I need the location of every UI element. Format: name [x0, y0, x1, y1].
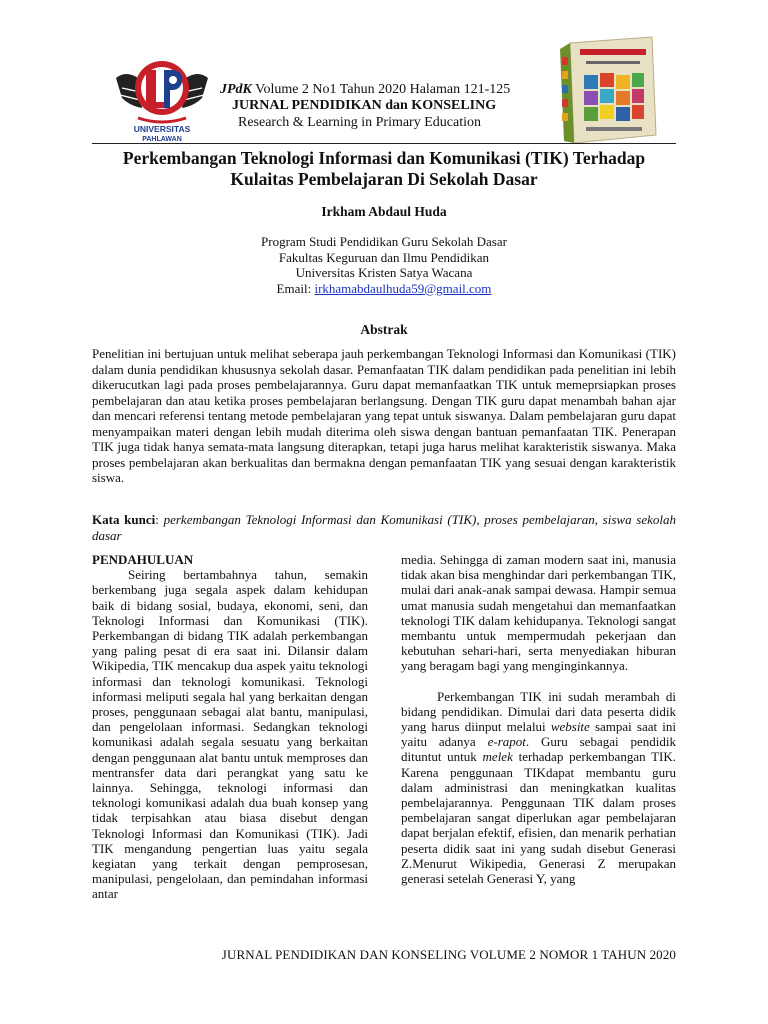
header-divider — [92, 143, 676, 144]
body-column-left — [92, 552, 368, 902]
page-footer: JURNAL PENDIDIKAN DAN KONSELING VOLUME 2 NOMOR 1 TAHUN 2020 — [221, 947, 676, 962]
journal-cover-image — [556, 35, 660, 145]
paper-author: Irkham Abdaul Huda — [321, 204, 447, 219]
logo-text-university: UNIVERSITAS — [133, 124, 191, 134]
keywords-text: perkembangan Teknologi Informasi dan Komunikasi (TIK), proses pembelajaran, siswa sekolah dasar — [92, 512, 677, 543]
intro-paragraph-1: Seiring bertambahnya tahun, semakin berkembang juga segala aspek dalam kehidupan baik di bidang sosial, budaya, ekonomi, seni, dan Teknologi Informasi dan Komunikasi (TIK). Perkembangan di bidang TIK adalah perkembangan yang paling pesat di era saat ini. Dilansir dalam Wikipedia, TIK mencakup dua aspek yaitu teknologi informasi dan teknologi komunikasi. Teknologi informasi meliputi segala hal yang berkaitan dengan proses, penggunaan sebagai alat bantu, manipulasi, dan pengelolaan informasi. Sedangkan teknologi komunikasi adalah segala sesuatu yang berkaitan dengan penggunaan alat bantu untuk memproses dan mentransfer data dari perangkat yang satu ke lainnya. Sehingga, teknologi informasi dan teknologi komunikasi adalah dua buah konsep yang tidak terpisahkan atau biasa disebut dengan Teknologi Informasi dan Komunikasi (TIK). Jadi TIK mengandung pengertian luas yaitu segala kegiatan yang terkait dengan pemprosesan, manipulasi, pengelolaan, dan pemindahan informasi antar — [92, 567, 368, 902]
journal-issue-line — [220, 82, 510, 98]
journal-name: JURNAL PENDIDIKAN dan KONSELING — [232, 98, 497, 113]
para2-term-website: website — [550, 719, 590, 735]
journal-issue: Volume 2 No1 Tahun 2020 Halaman 121-125 — [251, 82, 511, 97]
para2-text-c: . Guru sebagai pendidik dituntut untuk — [401, 734, 676, 765]
keywords — [92, 512, 676, 543]
para2-term-erapot: e-rapot — [487, 734, 526, 750]
intro-paragraph-2 — [401, 689, 676, 887]
para2-text-b: sampai saat ini yaitu adanya — [401, 719, 676, 750]
keywords-separator: : — [155, 512, 164, 527]
body-column-right — [401, 552, 676, 886]
logo-text-pahlawan: PAHLAWAN — [142, 136, 182, 143]
abstract-heading: Abstrak — [360, 322, 408, 337]
affiliation-university: Universitas Kristen Satya Wacana — [295, 265, 473, 280]
affiliation-program: Program Studi Pendidikan Guru Sekolah Dasar — [261, 234, 507, 249]
journal-tagline: Research & Learning in Primary Education — [238, 115, 481, 130]
paper-title: Perkembangan Teknologi Informasi dan Komunikasi (TIK) Terhadap Kulaitas Pembelajaran Di Sekolah Dasar — [122, 148, 646, 189]
keywords-label: Kata kunci — [92, 512, 156, 527]
intro-paragraph-continued: media. Sehingga di zaman modern saat ini, manusia tidak akan bisa menghindar dari perkembangan TIK, mulai dari anak-anak sampai dewasa. Hampir semua umat manusia sudah mengetahui dan memanfaatkan teknologi TIK dalam kehidupanya. Teknologi sangat membantu untuk mempermudah pekerjaan dan kebutuhan sehari-hari, serta menyediakan hiburan yang beragam bagi yang menginginkannya. — [401, 552, 676, 674]
email-label: Email: — [276, 280, 315, 296]
affiliation-email-line — [92, 281, 676, 297]
journal-abbr: JPdK — [220, 82, 252, 97]
para2-text-a: Perkembangan TIK ini sudah merambah di bidang pendidikan. Dimulai dari data peserta didik yang harus diinput melalui — [401, 688, 676, 735]
abstract-text: Penelitian ini bertujuan untuk melihat seberapa jauh perkembangan Teknologi Informasi dan Komunikasi (TIK) dalam dunia pendidikan khususnya sekolah dasar. Pemanfaatan TIK dalam pendidikan pada penelitian ini lebih dikerucutkan lagi pada proses pembelajarannya. Guru dapat memanfaatkan TIK untuk memeprsiapkan proses pembelajaran dan atau ketika proses pembelajaran berlangsung. Dengan TIK guru dapat menambah bahan ajar dan mencari referensi tentang metode pembelajaran yang tepat untuk siswanya. Dalam pembelajaran guru dapat menyampaikan materi dengan lebih mudah diterima oleh siswa dengan bantuan pemanfaatan TIK. Penerapan TIK juga tidak hanya semata-mata langsung diterapkan, tetapi juga harus melihat karakteristik siswanya. Maka proses pembelajaran akan berkualitas dan bermakna dengan pemanfaatan TIK yang sesuai dengan karakteristik siswa. — [92, 346, 676, 485]
para2-term-melek: melek — [482, 749, 513, 765]
affiliation-faculty: Fakultas Keguruan dan Ilmu Pendidikan — [278, 249, 490, 265]
email-link[interactable]: irkhamabdaulhuda59@gmail.com — [314, 280, 492, 296]
author-affiliation — [92, 234, 676, 296]
university-logo — [112, 48, 212, 144]
para2-text-d: terhadap perkembangan TIK. Karena penggunaan TIKdapat membantu guru dalam administrasi dan meningkatkan kualitas pembelajarannya. Penggunaan TIK dalam proses pembelajaran sangat diperlukan agar pembelajaran dapat berjalan efektif, efisien, dan menarik perhatian peserta didik saat ini yang sudah disebut Generasi Z.Menurut Wikipedia, Generasi Z merupakan generasi setelah Generasi Y, yang — [401, 749, 676, 887]
section-heading-pendahuluan: PENDAHULUAN — [92, 552, 194, 567]
